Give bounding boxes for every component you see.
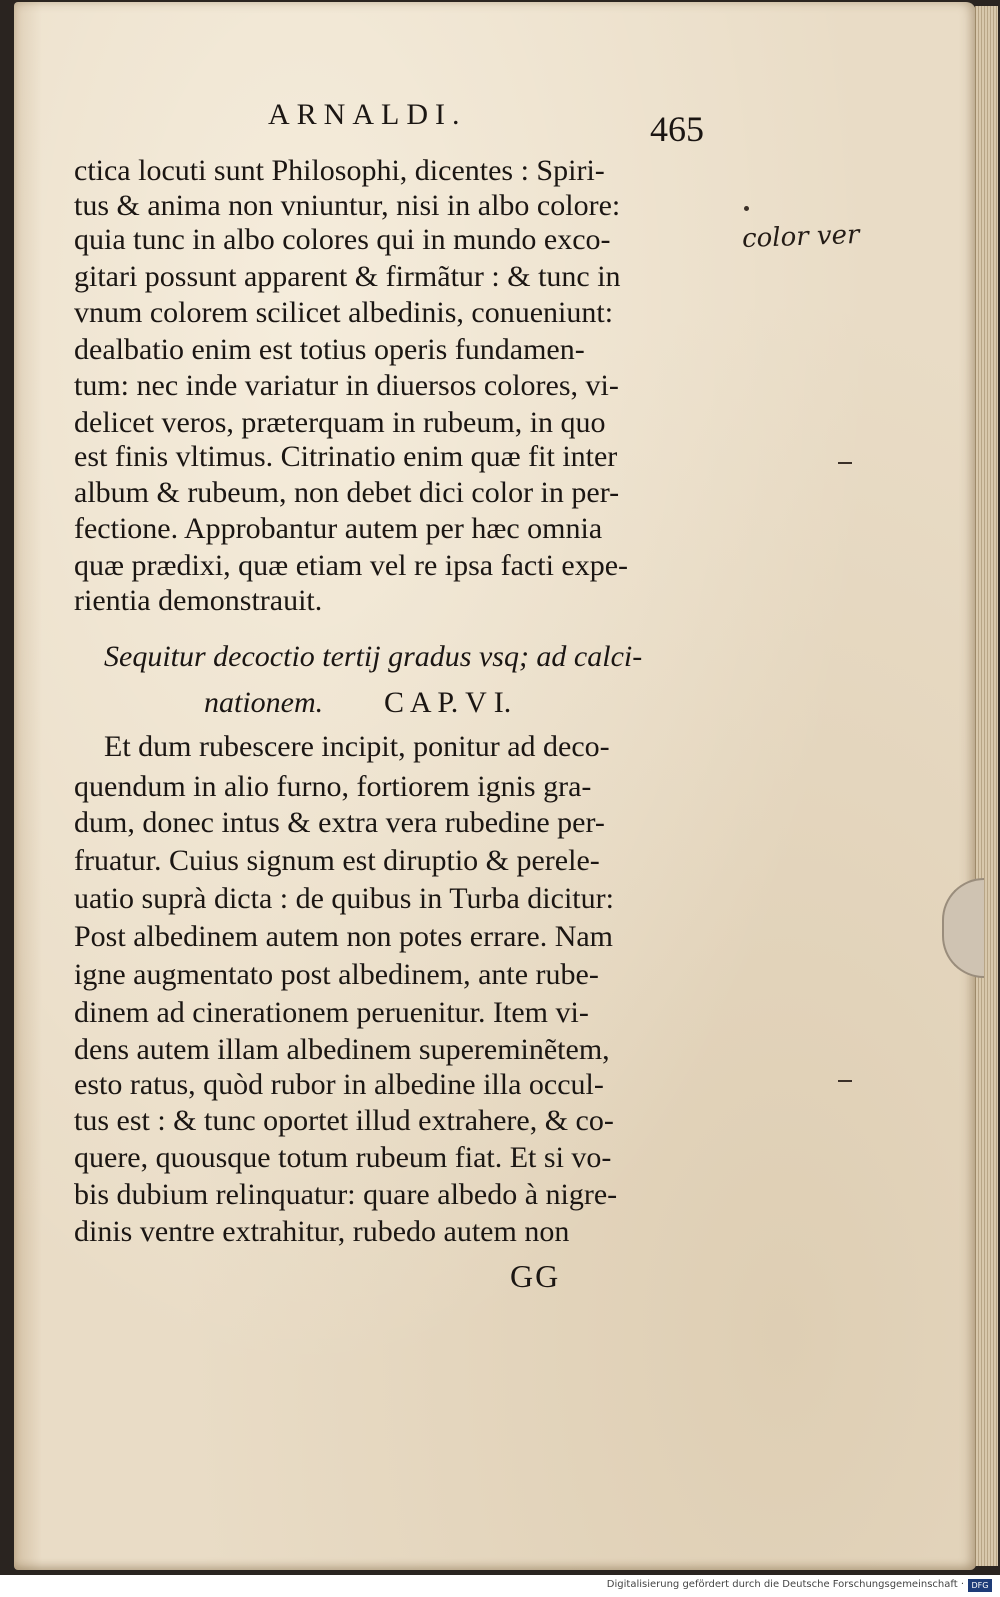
signature-mark: GG — [510, 1258, 561, 1294]
text-line: vnum colorem scilicet albedinis, conueniunt: — [74, 296, 614, 329]
text-line: Post albedinem autem non potes errare. Nam — [74, 920, 614, 953]
chapter-heading-line1: Sequitur decoctio tertij gradus vsq; ad calci- — [104, 640, 643, 673]
text-line: tus & anima non vniuntur, nisi in albo colore: — [74, 189, 621, 222]
text-line: quere, quousque totum rubeum fiat. Et si vo- — [74, 1141, 612, 1174]
page-number: 465 — [650, 109, 704, 149]
text-line: Et dum rubescere incipit, ponitur ad deco- — [104, 730, 610, 763]
text-line: tus est : & tunc oportet illud extrahere, & co- — [74, 1104, 614, 1137]
text-line: quæ prædixi, quæ etiam vel re ipsa facti expe- — [74, 549, 629, 582]
text-line: fectione. Approbantur autem per hæc omnia — [74, 512, 603, 545]
text-line: igne augmentato post albedinem, ante rube- — [74, 958, 599, 991]
text-line: tum: nec inde variatur in diuersos colores, vi- — [74, 369, 619, 402]
text-line: dens autem illam albedinem supereminẽtem, — [74, 1033, 610, 1066]
dfg-logo: DFG — [968, 1579, 992, 1592]
text-line: gitari possunt apparent & firmãtur : & tunc in — [74, 260, 621, 293]
margin-dash — [838, 462, 852, 464]
text-line: ctica locuti sunt Philosophi, dicentes : Spiri- — [74, 154, 605, 187]
margin-note: color ver — [741, 219, 860, 255]
text-line: dinis ventre extrahitur, rubedo autem non — [74, 1215, 570, 1248]
funding-credit: Digitalisierung gefördert durch die Deutsche Forschungsgemeinschaft · — [606, 1579, 964, 1590]
text-line: dinem ad cinerationem peruenitur. Item vi- — [74, 996, 589, 1029]
text-line: est finis vltimus. Citrinatio enim quæ fit inter — [74, 440, 618, 473]
margin-dot — [744, 206, 749, 211]
page-edges — [975, 6, 998, 1566]
chapter-number: C A P. V I. — [384, 686, 512, 719]
chapter-heading-line2: nationem. — [204, 686, 324, 719]
text-line: fruatur. Cuius signum est diruptio & perele- — [74, 844, 600, 877]
text-line: uatio suprà dicta : de quibus in Turba dicitur: — [74, 882, 614, 915]
text-line: quendum in alio furno, fortiorem ignis gra- — [74, 770, 592, 803]
text-line: esto ratus, quòd rubor in albedine illa occul- — [74, 1068, 604, 1101]
text-line: dum, donec intus & extra vera rubedine per- — [74, 806, 605, 839]
text-line: quia tunc in albo colores qui in mundo exco- — [74, 223, 611, 256]
text-line: rientia demonstrauit. — [74, 584, 323, 617]
text-line: bis dubium relinquatur: quare albedo à nigre- — [74, 1178, 618, 1211]
margin-dash — [838, 1080, 852, 1082]
text-line: delicet veros, præterquam in rubeum, in quo — [74, 406, 606, 439]
text-line: dealbatio enim est totius operis fundamen- — [74, 333, 585, 366]
running-head: ARNALDI. — [268, 98, 467, 131]
text-line: album & rubeum, non debet dici color in per- — [74, 476, 620, 509]
footer-bar — [0, 1576, 1000, 1597]
